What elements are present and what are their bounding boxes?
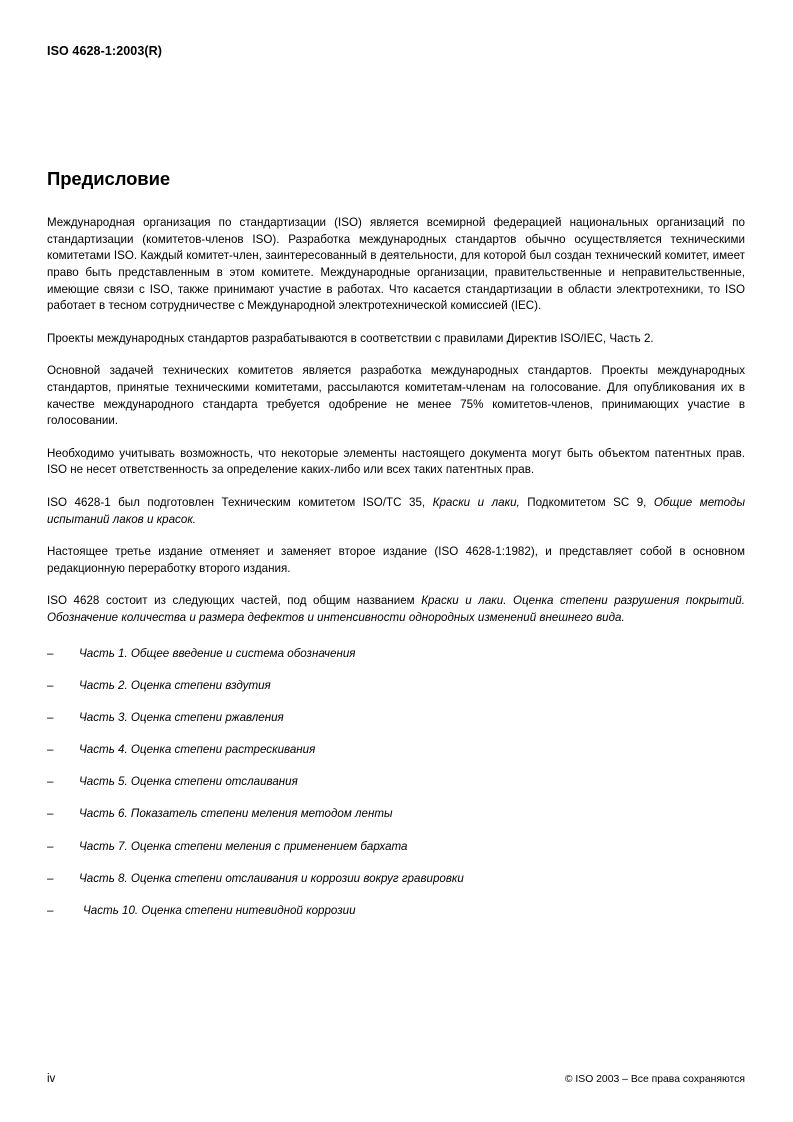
paragraph-committee-attribution <box>47 495 745 528</box>
document-body <box>47 168 745 935</box>
list-item <box>47 646 745 663</box>
paragraph-iso-description: Международная организация по стандартизации (ISO) является всемирной федерацией национальных организаций по стандартизации (комитетов-членов ISO). Разработка международных стандартов обычно осуществляется техническими комитетами ISO. Каждый комитет-член, заинтересованный в деятельности, для которой был создан технический комитет, имеет право быть представленным в этом комитете. Международные организации, правительственные и неправительственные, имеющие связи с ISO, также принимают участие в работах. Что касается стандартизации в области электротехники, то ISO работает в тесном сотрудничестве с Международной электротехнической комиссией (IEC). <box>47 216 745 313</box>
attribution-text-lead: ISO 4628-1 был подготовлен Техническим комитетом ISO/TC 35, <box>47 495 433 509</box>
dash-bullet-icon: – <box>47 775 54 789</box>
parts-intro-common-title: Краски и лаки. Оценка степени разрушения покрытий. Обозначение количества и размера дефектов и интенсивности однородных изменений внешнего вида. <box>47 594 745 624</box>
attribution-subcommittee-title: Общие методы испытаний лаков и красок. <box>47 495 745 526</box>
list-item-label: Часть 3. Оценка степени ржавления <box>79 710 284 724</box>
parts-list <box>47 646 745 920</box>
dash-bullet-icon: – <box>47 678 54 692</box>
attribution-committee-title: Краски и лаки, <box>432 495 520 509</box>
dash-bullet-icon: – <box>47 904 54 918</box>
paragraph-patent-rights: Необходимо учитывать возможность, что некоторые элементы настоящего документа могут быть объектом патентных прав. ISO не несет ответственность за определение каких-либо или всех таких патентных прав. <box>47 446 745 477</box>
list-item <box>47 903 745 920</box>
paragraph-technical-committees: Основной задачей технических комитетов является разработка международных стандартов. Проекты международных стандартов, принятые техническими комитетами, рассылаются комитетам-членам на голосование. Для опубликования их в качестве международного стандарта требуется одобрение не менее 75% комитетов-членов, принимающих участие в голосовании. <box>47 364 745 428</box>
paragraph-parts-intro <box>47 593 745 626</box>
dash-bullet-icon: – <box>47 807 54 821</box>
list-item-label: Часть 8. Оценка степени отслаивания и коррозии вокруг гравировки <box>79 871 464 885</box>
dash-bullet-icon: – <box>47 839 54 853</box>
attribution-text-mid: Подкомитетом SC 9, <box>519 495 654 509</box>
list-item-label: Часть 7. Оценка степени меления с применением бархата <box>79 839 408 853</box>
list-item-label: Часть 6. Показатель степени меления методом ленты <box>79 807 393 821</box>
list-item <box>47 774 745 791</box>
list-item <box>47 678 745 695</box>
list-item <box>47 839 745 856</box>
page-footer <box>47 1072 745 1088</box>
list-item-label: Часть 5. Оценка степени отслаивания <box>79 775 298 789</box>
paragraph-third-edition: Настоящее третье издание отменяет и заменяет второе издание (ISO 4628-1:1982), и представляет собой в основном редакционную переработку второго издания. <box>47 545 745 575</box>
parts-intro-lead: ISO 4628 состоит из следующих частей, под общим названием <box>47 594 422 608</box>
list-item <box>47 806 745 823</box>
list-item-label: Часть 4. Оценка степени растрескивания <box>79 743 316 757</box>
list-item <box>47 710 745 727</box>
document-running-header: ISO 4628-1:2003(R) <box>47 44 163 58</box>
dash-bullet-icon: – <box>47 646 54 660</box>
list-item <box>47 742 745 759</box>
list-item-label: Часть 2. Оценка степени вздутия <box>79 678 271 692</box>
dash-bullet-icon: – <box>47 710 54 724</box>
paragraph-draft-standards: Проекты международных стандартов разрабатываются в соответствии с правилами Директив ISO/IEC, Часть 2. <box>47 331 654 345</box>
list-item <box>47 871 745 888</box>
list-item-label: Часть 10. Оценка степени нитевидной коррозии <box>83 904 356 918</box>
page-title: Предисловие <box>47 168 171 189</box>
dash-bullet-icon: – <box>47 871 54 885</box>
dash-bullet-icon: – <box>47 743 54 757</box>
list-item-label: Часть 1. Общее введение и система обозначения <box>79 646 356 660</box>
page-number: iv <box>47 1073 56 1085</box>
copyright-notice: © ISO 2003 – Все права сохраняются <box>564 1074 745 1085</box>
